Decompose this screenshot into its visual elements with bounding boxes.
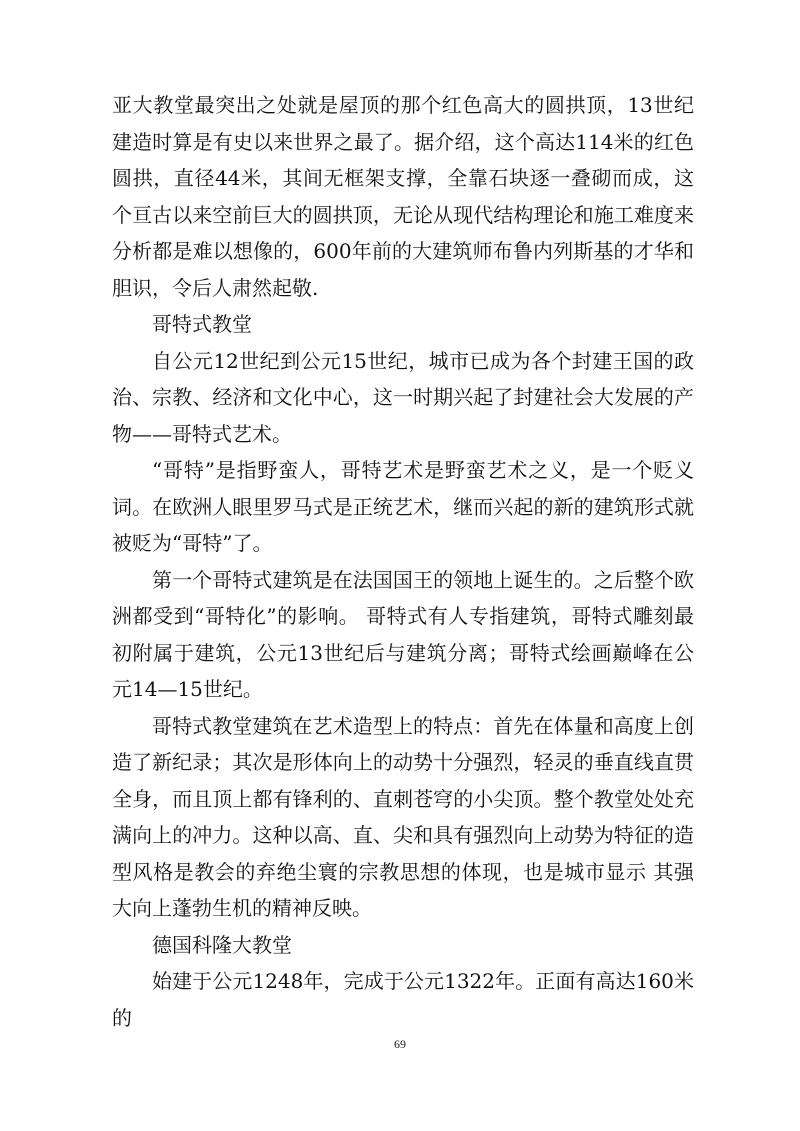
body-text [112,87,694,1036]
page-number: 69 [394,1037,406,1051]
heading-gothic-church: 哥特式教堂 [152,312,252,336]
paragraph-gothic-features: 哥特式教堂建筑在艺术造型上的特点：首先在体量和高度上创造了新纪录；其次是形体向上的动势十分强烈，轻灵的垂直线直贯全身，而且顶上都有锋利的、直刺苍穹的小尖顶。整个教堂处处充满向上的冲力。这种以高、直、尖和具有强烈向上动势为特征的造型风格是教会的弃绝尘寰的宗教思想的体现，也是城市显示 其强大向上蓬勃生机的精神反映。 [112,713,694,920]
heading-cologne-cathedral: 德国科隆大教堂 [152,932,292,957]
paragraph-cologne: 始建于公元1248年，完成于公元1322年。正面有高达160米的 [112,969,694,1030]
paragraph-gothic-origin: 自公元12世纪到公元15世纪，城市已成为各个封建王国的政治、宗教、经济和文化中心，这一时期兴起了封建社会大发展的产物——哥特式艺术。 [112,348,694,446]
paragraph-gothic-meaning: “哥特”是指野蛮人，哥特艺术是野蛮艺术之义，是一个贬义词。在欧洲人眼里罗马式是正统艺术，继而兴起的新的建筑形式就被贬为“哥特”了。 [112,458,694,555]
paragraph-dome: 亚大教堂最突出之处就是屋顶的那个红色高大的圆拱顶，13世纪建造时算是有史以来世界之最了。据介绍，这个高达114米的红色圆拱，直径44米，其间无框架支撑，全靠石块逐一叠砌而成，这个亘古以来空前巨大的圆拱顶，无论从现代结构理论和施工难度来分析都是难以想像的，600年前的大建筑师布鲁内列斯基的才华和胆识，令后人肃然起敬. [112,93,694,300]
paragraph-first-gothic: 第一个哥特式建筑是在法国国王的领地上诞生的。之后整个欧洲都受到“哥特化”的影响。 哥特式有人专指建筑，哥特式雕刻最初附属于建筑，公元13世纪后与建筑分离；哥特式绘画巅峰在公元14—15世纪。 [112,567,694,701]
